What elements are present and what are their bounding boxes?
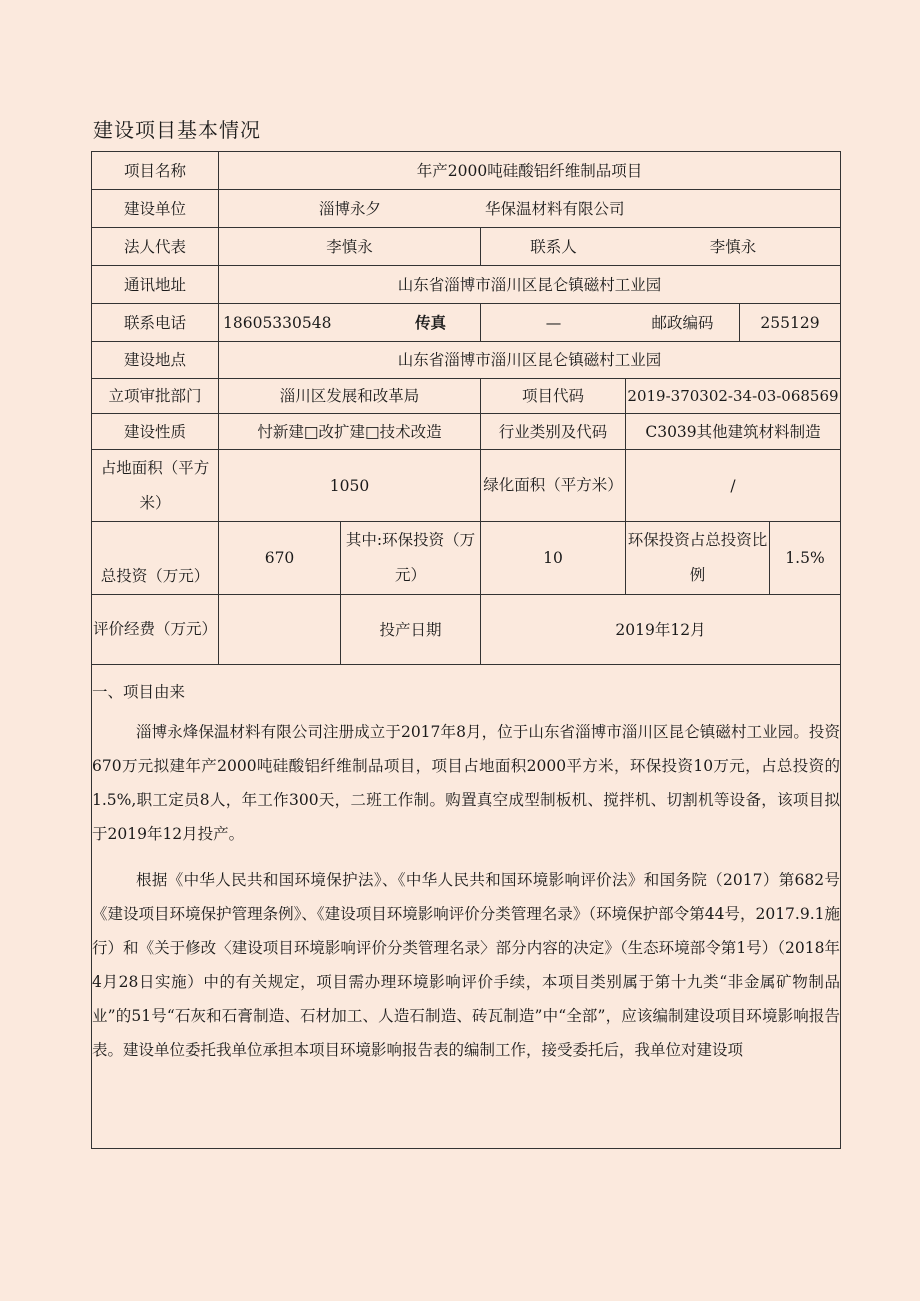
area-value: 1050 <box>219 450 481 522</box>
section-paragraph-1: 淄博永烽保温材料有限公司注册成立于2017年8月，位于山东省淄博市淄川区昆仑镇磁村工业园。投资670万元拟建年产2000吨硅酸铝纤维制品项目，项目占地面积2000平方米，环保投资10万元，占总投资的1.5%,职工定员8人，年工作300天，二班工作制。购置真空成型制板机、搅拌机、切割机等设备，该项目拟于2019年12月投产。 <box>92 723 840 843</box>
fee-label: 评价经费（万元） <box>92 595 219 665</box>
nature-value: 忖新建□改扩建□技术改造 <box>219 414 481 450</box>
site-label: 建设地点 <box>92 342 219 379</box>
project-name-value: 年产2000吨硅酸铝纤维制品项目 <box>219 152 840 190</box>
postcode-label: 邮政编码 <box>626 304 740 342</box>
section-paragraph-2: 根据《中华人民共和国环境保护法》、《中华人民共和国环境影响评价法》和国务院（2017）第682号《建设项目环境保护管理条例》、《建设项目环境影响评价分类管理名录》（环境保护部令第44号，2017.9.1施行）和《关于修改〈建设项目环境影响评价分类管理名录〉部分内容的决定》（生态环境部令第1号）（2018年4月28日实施）中的有关规定，项目需办理环境影响评价手续，本项目类别属于第十九类“非金属矿物制品业”的51号“石灰和石膏制造、石材加工、人造石制造、砖瓦制造”中“全部”，应该编制建设项目环境影响报告表。建设单位委托我单位承担本项目环境影响报告表的编制工作，接受委托后，我单位对建设项 <box>92 871 840 1059</box>
builder-value-part-b: 华保温材料有限公司 <box>481 190 840 228</box>
legal-rep-label: 法人代表 <box>92 228 219 266</box>
approval-value: 淄川区发展和改革局 <box>219 379 481 414</box>
project-origin-section <box>91 665 841 1067</box>
project-name-label: 项目名称 <box>92 152 219 190</box>
env-investment-label: 其中:环保投资（万元） <box>341 522 481 595</box>
nature-label: 建设性质 <box>92 414 219 450</box>
postcode-value: 255129 <box>740 304 840 342</box>
production-date-value: 2019年12月 <box>481 595 840 665</box>
fax-value: — <box>481 304 626 342</box>
contact-value: 李慎永 <box>626 228 840 266</box>
env-ratio-label: 环保投资占总投资比例 <box>626 522 770 595</box>
phone-label: 联系电话 <box>92 304 219 342</box>
section-heading: 一、项目由来 <box>92 683 186 701</box>
fax-label: 传真 <box>381 304 481 342</box>
builder-value-part-a: 淄博永夕 <box>219 190 481 228</box>
address-label: 通讯地址 <box>92 266 219 304</box>
address-value: 山东省淄博市淄川区昆仑镇磁村工业园 <box>219 266 840 304</box>
builder-label: 建设单位 <box>92 190 219 228</box>
project-code-label: 项目代码 <box>481 379 626 414</box>
phone-value: 18605330548 <box>219 304 381 342</box>
env-investment-value: 10 <box>481 522 626 595</box>
fee-value <box>219 595 341 665</box>
contact-label: 联系人 <box>481 228 626 266</box>
page-title: 建设项目基本情况 <box>93 118 261 142</box>
legal-rep-value: 李慎永 <box>219 228 481 266</box>
industry-label: 行业类别及代码 <box>481 414 626 450</box>
site-value: 山东省淄博市淄川区昆仑镇磁村工业园 <box>219 342 840 379</box>
investment-label: 总投资（万元） <box>92 522 219 595</box>
production-date-label: 投产日期 <box>341 595 481 665</box>
green-area-value: / <box>626 450 840 522</box>
area-label: 占地面积（平方米） <box>92 450 219 522</box>
green-area-label: 绿化面积（平方米） <box>481 450 626 522</box>
investment-value: 670 <box>219 522 341 595</box>
project-code-value: 2019-370302-34-03-068569 <box>626 379 840 414</box>
env-ratio-value: 1.5% <box>770 522 840 595</box>
approval-label: 立项审批部门 <box>92 379 219 414</box>
industry-value: C3039其他建筑材料制造 <box>626 414 840 450</box>
